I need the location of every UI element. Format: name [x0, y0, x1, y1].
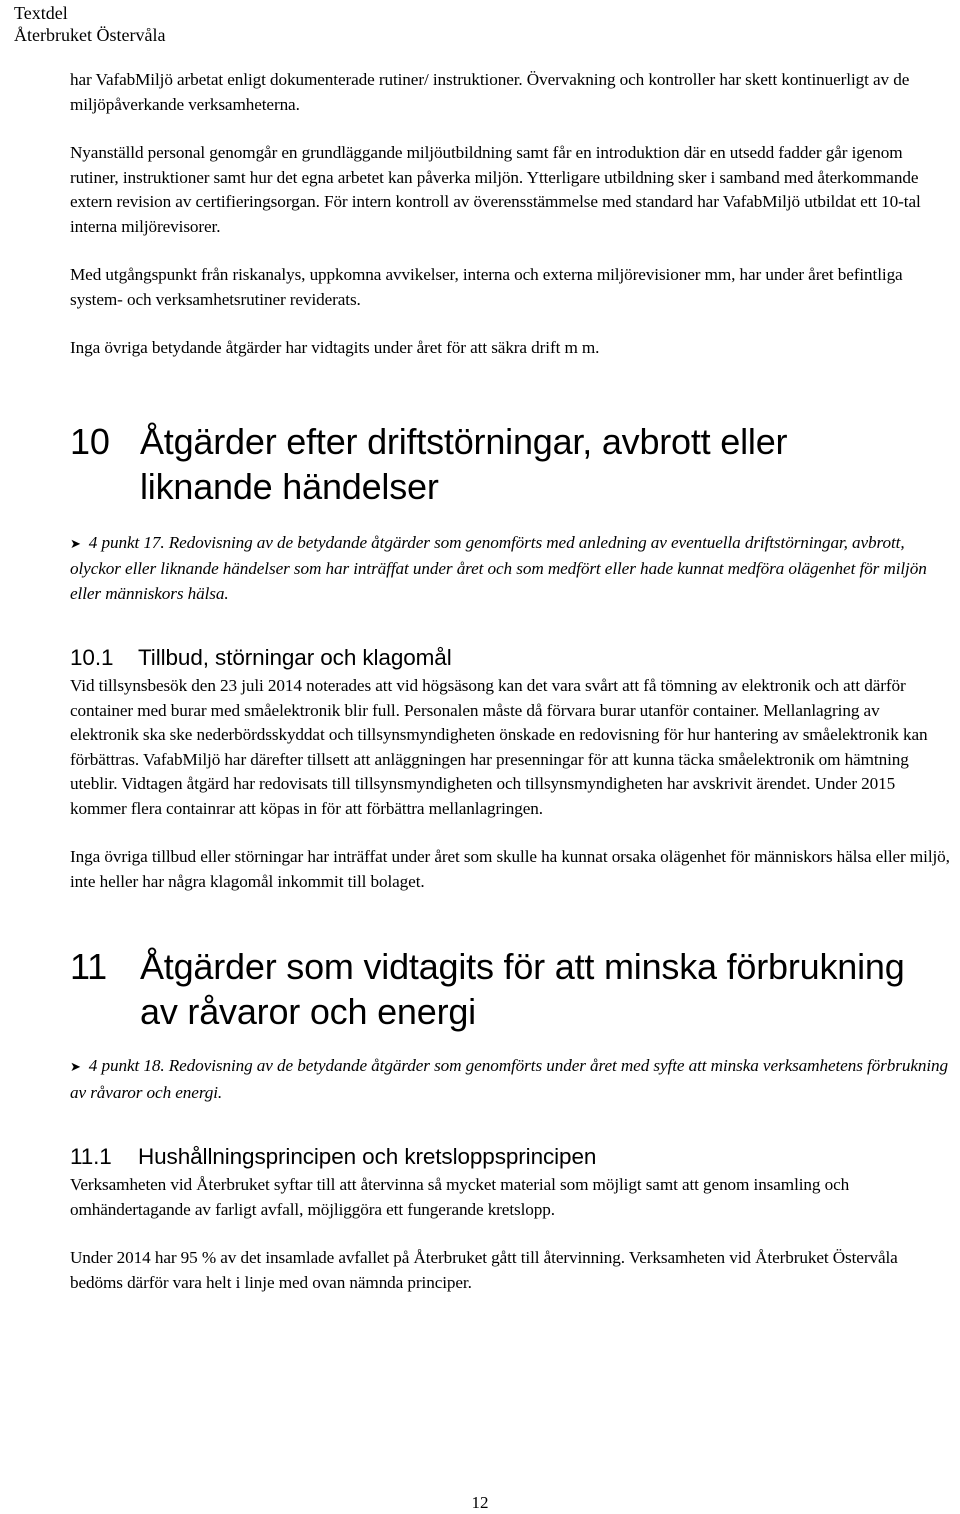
section-10-regulation-ref [70, 531, 950, 607]
paragraph-revisions: Med utgångspunkt från riskanalys, uppkomna avvikelser, interna och externa miljörevisioner mm, har under året befintliga system- och verksamhetsrutiner reviderats. [70, 265, 903, 309]
paragraph-no-incidents: Inga övriga tillbud eller störningar har inträffat under året som skulle ha kunnat orsaka olägenhet för människors hälsa eller miljö, inte heller har några klagomål inkommit till bolaget. [70, 847, 950, 891]
paragraph-routines: har VafabMiljö arbetat enligt dokumenterade rutiner/ instruktioner. Övervakning och kontroller har skett kontinuerligt av de miljöpåverkande verksamheterna. [70, 70, 910, 114]
paragraph-other-measures: Inga övriga betydande åtgärder har vidtagits under året för att säkra drift m m. [70, 338, 600, 357]
section-10-ref-text: 4 punkt 17. Redovisning av de betydande åtgärder som genomförts med anledning av eventuella driftstörningar, avbrott, olyckor eller liknande händelser som har inträffat under året och som medfört eller hade kunnat medföra olägenhet för miljön eller människors hälsa. [70, 532, 927, 603]
section-11-ref-text: 4 punkt 18. Redovisning av de betydande åtgärder som genomförts under året med syfte att minska verksamhetens förbrukning av råvaror och energi. [70, 1056, 949, 1102]
subsection-11-1-heading [70, 1143, 950, 1171]
subsection-10-1-title: Tillbud, störningar och klagomål [138, 645, 452, 670]
paragraph-inspection: Vid tillsynsbesök den 23 juli 2014 noterades att vid högsäsong kan det vara svårt att få tömning av elektronik och att därför container med burar med småelektronik blir full. Personalen måste då förvara burar utanför container. Mellanlagring av elektronik ska ske nederbördsskyddat och tillsynsmyndigheten önskade en redovisning för hur hantering av småelektronik kan förbättras. VafabMiljö har därefter tillsett att anläggningen har presenningar för att kunna täcka småelektronik om hämtning uteblir. Vidtagen åtgärd har redovisats till tillsynsmyndigheten och tillsynsmyndigheten har avskrivit ärendet. Under 2015 kommer flera containrar att köpas in för att förbättra mellanlagringen. [70, 676, 928, 818]
paragraph-recycling-rate: Under 2014 har 95 % av det insamlade avfallet på Återbruket gått till återvinning. Verksamheten vid Återbruket Östervåla bedöms därför vara helt i linje med ovan nämnda principer. [70, 1248, 898, 1292]
page-content [70, 68, 950, 1295]
subsection-10-1-heading [70, 644, 950, 672]
paragraph-training: Nyanställd personal genomgår en grundläggande miljöutbildning samt får en introduktion där en utsedd fadder går igenom rutiner, instruktioner samt hur det egna arbetet kan påverka miljön. Ytterligare utbildning sker i samband med återkommande extern revision av certifieringsorgan. För intern kontroll av överensstämmelse med standard har VafabMiljö utbildat ett 10-tal interna miljörevisorer. [70, 143, 921, 236]
header-doc-part: Textdel [14, 3, 68, 23]
section-11-regulation-ref [70, 1054, 950, 1105]
section-11-title: Åtgärder som vidtagits för att minska förbrukning av råvaror och energi [140, 946, 905, 1032]
subsection-11-1-number: 11.1 [70, 1144, 112, 1169]
page-number: 12 [471, 1493, 489, 1512]
header-facility-name: Återbruket Östervåla [14, 25, 166, 45]
section-10-heading [70, 419, 950, 509]
arrow-icon: ➤ [70, 536, 81, 552]
page-header [14, 2, 165, 46]
subsection-11-1-title: Hushållningsprincipen och kretsloppsprincipen [138, 1144, 597, 1169]
section-11-heading [70, 944, 950, 1034]
section-11-number: 11 [70, 946, 107, 987]
subsection-10-1-number: 10.1 [70, 645, 114, 670]
section-10-number: 10 [70, 420, 110, 462]
section-10-title: Åtgärder efter driftstörningar, avbrott eller liknande händelser [140, 420, 788, 507]
paragraph-recycling-aim: Verksamheten vid Återbruket syftar till att återvinna så mycket material som möjligt samt att genom insamling och omhändertagande av farligt avfall, möjliggöra ett fungerande kretslopp. [70, 1175, 850, 1219]
arrow-icon: ➤ [70, 1060, 81, 1075]
